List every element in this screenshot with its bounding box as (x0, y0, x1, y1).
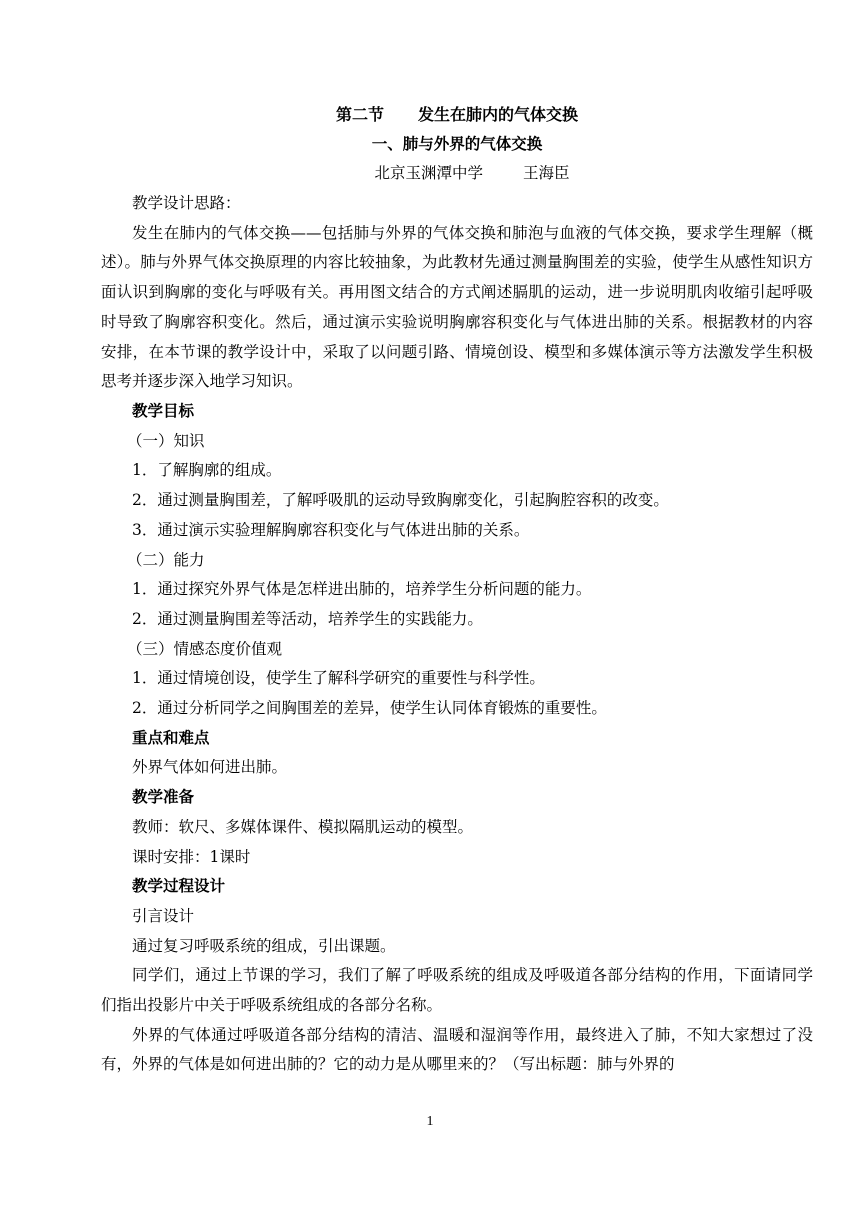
objectives-heading: 教学目标 (132, 401, 195, 420)
preparation-teacher: 教师：软尺、多媒体课件、模拟隔肌运动的模型。 (132, 817, 474, 836)
section-number: 第二节 (335, 105, 384, 124)
list-item: 2．通过分析同学之间胸围差的差异，使学生认同体育锻炼的重要性。 (132, 699, 607, 718)
list-item: 2．通过测量胸围差，了解呼吸肌的运动导致胸廓变化，引起胸腔容积的改变。 (132, 491, 669, 510)
lesson-subtitle: 一、肺与外界的气体交换 (371, 134, 543, 153)
emotion-label: （三）情感态度价值观 (127, 639, 283, 658)
preparation-heading: 教学准备 (132, 788, 195, 807)
intro-label: 引言设计 (132, 906, 195, 925)
ability-label: （二）能力 (127, 550, 205, 569)
teacher-name: 王海臣 (523, 164, 570, 183)
list-item: 2．通过测量胸围差等活动，培养学生的实践能力。 (132, 609, 483, 628)
section-name: 发生在肺内的气体交换 (418, 105, 579, 124)
list-item: 1．通过探究外界气体是怎样进出肺的，培养学生分析问题的能力。 (132, 580, 592, 599)
preparation-schedule: 课时安排：1课时 (132, 847, 251, 866)
knowledge-label: （一）知识 (127, 431, 205, 450)
page-number: 1 (426, 1114, 434, 1129)
intro-text: 通过复习呼吸系统的组成，引出课题。 (132, 936, 396, 955)
list-item: 1．了解胸廓的组成。 (132, 461, 282, 480)
design-heading: 教学设计思路： (132, 194, 241, 213)
key-points-text: 外界气体如何进出肺。 (132, 758, 288, 777)
page-content (101, 100, 813, 1080)
section-title (101, 100, 813, 130)
process-paragraph-1: 同学们，通过上节课的学习，我们了解了呼吸系统的组成及呼吸道各部分结构的作用，下面请同学们指出投影片中关于呼吸系统组成的各部分名称。 (101, 966, 813, 1015)
process-paragraph-2: 外界的气体通过呼吸道各部分结构的清洁、温暖和湿润等作用，最终进入了肺，不知大家想过了没有，外界的气体是如何进出肺的？它的动力是从哪里来的？（写出标题：肺与外界的 (101, 1025, 813, 1074)
process-heading: 教学过程设计 (132, 877, 226, 896)
list-item: 3．通过演示实验理解胸廓容积变化与气体进出肺的关系。 (132, 520, 530, 539)
author-line (101, 159, 813, 189)
design-paragraph: 发生在肺内的气体交换——包括肺与外界的气体交换和肺泡与血液的气体交换，要求学生理解（概述）。肺与外界气体交换原理的内容比较抽象，为此教材先通过测量胸围差的实验，使学生从感性知识方面认识到胸廓的变化与呼吸有关。再用图文结合的方式阐述膈肌的运动，进一步说明肌肉收缩引起呼吸时导致了胸廓容积变化。然后，通过演示实验说明胸廓容积变化与气体进出肺的关系。根据教材的内容安排，在本节课的教学设计中，采取了以问题引路、情境创设、模型和多媒体演示等方法激发学生积极思考并逐步深入地学习知识。 (101, 223, 813, 391)
list-item: 1．通过情境创设，使学生了解科学研究的重要性与科学性。 (132, 669, 545, 688)
key-points-heading: 重点和难点 (132, 728, 210, 747)
school-name: 北京玉渊潭中学 (374, 164, 483, 183)
